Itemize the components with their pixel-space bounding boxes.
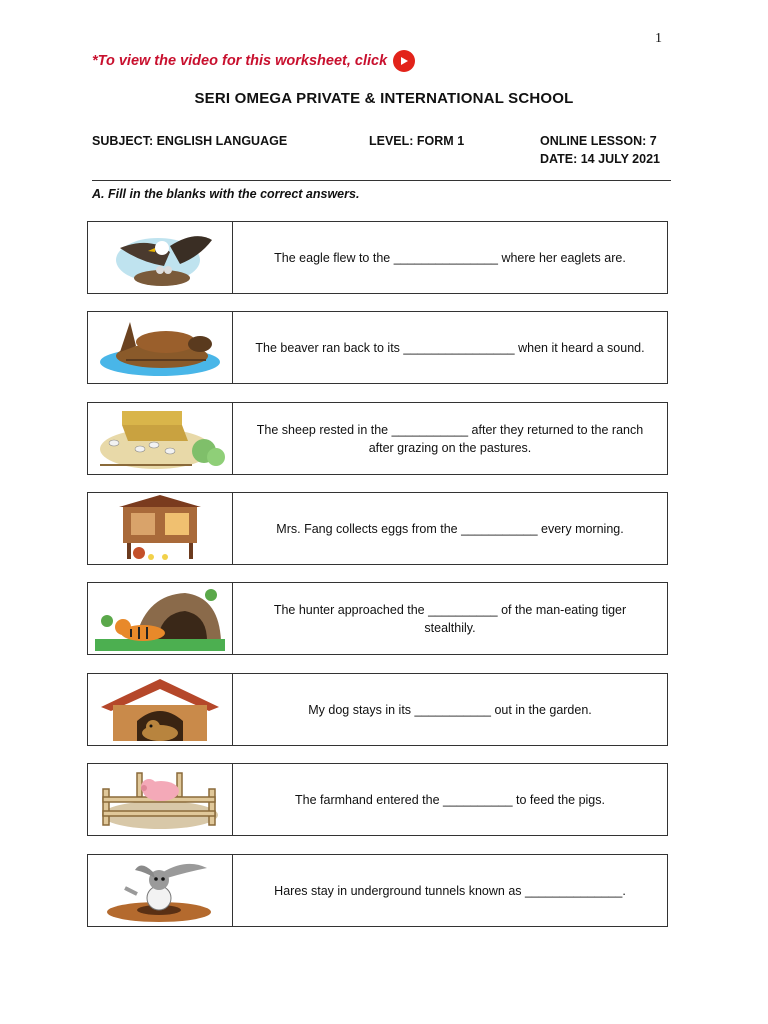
- question-text: Mrs. Fang collects eggs from the ___________ every morning.: [276, 521, 624, 536]
- subject-label: SUBJECT: ENGLISH LANGUAGE: [92, 134, 288, 148]
- dog-kennel-icon: [88, 674, 233, 745]
- question-text: The farmhand entered the __________ to feed the pigs.: [295, 792, 605, 807]
- question-row: [87, 854, 668, 927]
- beaver-lodge-icon: [88, 312, 233, 383]
- question-row: [87, 221, 668, 294]
- instruction: A. Fill in the blanks with the correct answers.: [92, 187, 360, 201]
- question-text: The eagle flew to the _______________ where her eaglets are.: [274, 250, 626, 265]
- pig-sty-icon: [88, 764, 233, 835]
- video-link[interactable]: [92, 50, 415, 72]
- date-label: DATE: 14 JULY 2021: [540, 152, 660, 166]
- play-icon[interactable]: [393, 50, 415, 72]
- school-name: SERI OMEGA PRIVATE & INTERNATIONAL SCHOOL: [194, 90, 574, 107]
- video-link-text: *To view the video for this worksheet, click: [92, 53, 388, 69]
- question-row: [87, 582, 668, 655]
- question-row: [87, 311, 668, 384]
- question-row: [87, 763, 668, 836]
- question-row: [87, 492, 668, 565]
- eagle-nest-icon: [88, 222, 233, 293]
- question-text: Hares stay in underground tunnels known as ______________.: [274, 883, 626, 898]
- question-text: The beaver ran back to its ________________ when it heard a sound.: [255, 340, 645, 355]
- question-row: [87, 402, 668, 475]
- lesson-label: ONLINE LESSON: 7: [540, 134, 657, 148]
- tiger-den-icon: [88, 583, 233, 654]
- chicken-coop-icon: [88, 493, 233, 564]
- question-text: The hunter approached the __________ of the man-eating tiger stealthily.: [273, 602, 627, 635]
- level-label: LEVEL: FORM 1: [369, 134, 465, 148]
- rabbit-burrow-icon: [88, 855, 233, 926]
- question-text: The sheep rested in the ___________ after they returned to the ranch after grazing on the pastures.: [256, 422, 644, 455]
- sheep-pen-icon: [88, 403, 233, 474]
- divider: [92, 180, 671, 181]
- page-number: 1: [655, 31, 662, 46]
- question-text: My dog stays in its ___________ out in the garden.: [308, 702, 592, 717]
- question-row: [87, 673, 668, 746]
